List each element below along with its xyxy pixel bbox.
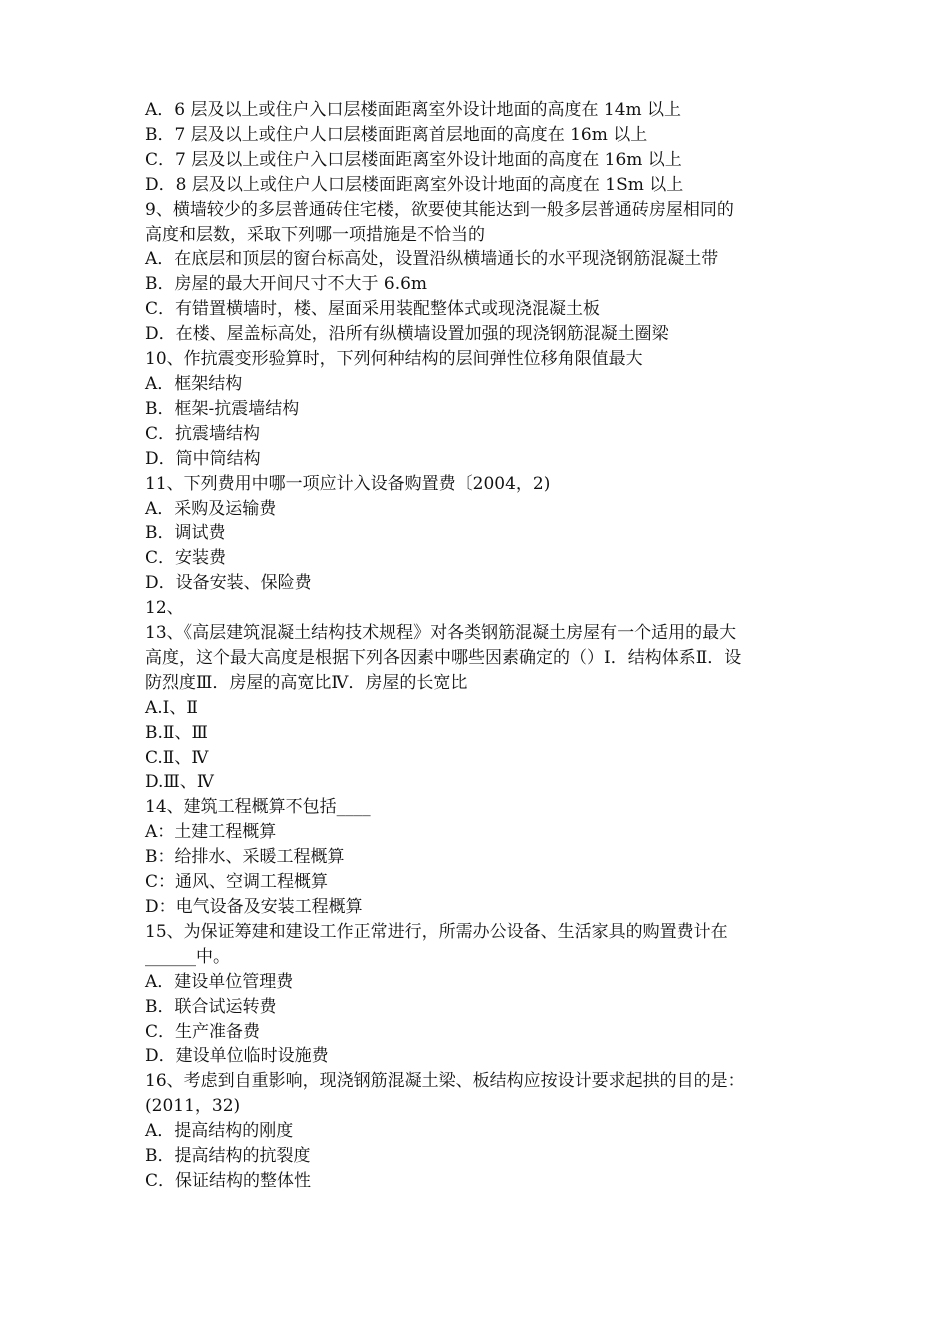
- q15-option-a: A．建设单位管理费: [145, 971, 294, 992]
- q9-option-c: C．有错置横墙时，楼、屋面采用装配整体式或现浇混凝土板: [145, 299, 601, 320]
- document-text-body: [145, 98, 825, 1194]
- q10-option-b: B．框架-抗震墙结构: [145, 398, 300, 419]
- q16-stem-line-2: (2011，32): [145, 1096, 241, 1117]
- q13-stem-line-3: 防烈度Ⅲ．房屋的高宽比Ⅳ．房屋的长宽比: [145, 672, 468, 693]
- q16-stem-line-1: 16、考虑到自重影响，现浇钢筋混凝土梁、板结构应按设计要求起拱的目的是：: [145, 1071, 745, 1092]
- q8-option-b: B．7 层及以上或住户人口层楼面距离首层地面的高度在 16m 以上: [145, 124, 648, 145]
- q13-stem-line-2: 高度，这个最大高度是根据下列各因素中哪些因素确定的（）Ⅰ．结构体系Ⅱ．设: [145, 647, 742, 668]
- q13-option-b: B.Ⅱ、Ⅲ: [145, 722, 208, 743]
- q8-option-c: C．7 层及以上或住户入口层楼面距离室外设计地面的高度在 16m 以上: [145, 149, 682, 170]
- q10-option-d: D．筒中筒结构: [145, 448, 261, 469]
- q9-option-a: A．在底层和顶层的窗台标高处，设置沿纵横墙通长的水平现浇钢筋混凝土带: [145, 249, 719, 270]
- q16-option-b: B．提高结构的抗裂度: [145, 1146, 311, 1167]
- q9-stem-line-1: 9、横墙较少的多层普通砖住宅楼，欲要使其能达到一般多层普通砖房屋相同的: [145, 199, 734, 220]
- q14-option-b: B：给排水、采暖工程概算: [145, 847, 345, 868]
- q15-option-c: C．生产准备费: [145, 1021, 261, 1042]
- q9-option-b: B．房屋的最大开间尺寸不大于 6.6m: [145, 274, 428, 295]
- q11-option-c: C．安装费: [145, 548, 227, 569]
- q15-option-b: B．联合试运转费: [145, 996, 277, 1017]
- q11-option-a: A．采购及运输费: [145, 498, 277, 519]
- q15-stem-line-1: 15、为保证筹建和建设工作正常进行，所需办公设备、生活家具的购置费计在: [145, 921, 728, 942]
- q15-option-d: D．建设单位临时设施费: [145, 1046, 329, 1067]
- q9-stem-line-2: 高度和层数，采取下列哪一项措施是不恰当的: [145, 224, 485, 245]
- q16-option-a: A．提高结构的刚度: [145, 1121, 294, 1142]
- q13-option-c: C.Ⅱ、Ⅳ: [145, 747, 209, 768]
- q16-option-c: C．保证结构的整体性: [145, 1170, 312, 1191]
- q14-stem: 14、建筑工程概算不包括____: [145, 797, 371, 818]
- q8-option-a: A．6 层及以上或住户入口层楼面距离室外设计地面的高度在 14m 以上: [145, 100, 682, 120]
- q11-option-b: B．调试费: [145, 523, 226, 544]
- q14-option-c: C：通风、空调工程概算: [145, 872, 329, 893]
- q12-stem: 12、: [145, 598, 184, 619]
- q10-option-c: C．抗震墙结构: [145, 423, 261, 444]
- q11-stem: 11、下列费用中哪一项应计入设备购置费〔2004，2): [145, 473, 551, 494]
- q14-option-d: D：电气设备及安装工程概算: [145, 897, 363, 917]
- q8-option-d: D．8 层及以上或住户人口层楼面距离室外设计地面的高度在 1Sm 以上: [145, 174, 684, 195]
- q9-option-d: D．在楼、屋盖标高处，沿所有纵横墙设置加强的现浇钢筋混凝土圈梁: [145, 324, 669, 345]
- q14-option-a: A：土建工程概算: [145, 822, 277, 843]
- q13-option-d: D.Ⅲ、Ⅳ: [145, 772, 214, 793]
- q10-stem: 10、作抗震变形验算时，下列何种结构的层间弹性位移角限值最大: [145, 349, 643, 370]
- q15-stem-line-2: ______中。: [145, 946, 230, 967]
- q13-stem-line-1: 13、《高层建筑混凝土结构技术规程》对各类钢筋混凝土房屋有一个适用的最大: [145, 623, 737, 644]
- q13-option-a: A.Ⅰ、Ⅱ: [145, 697, 198, 718]
- q11-option-d: D．设备安装、保险费: [145, 573, 312, 594]
- q10-option-a: A．框架结构: [145, 373, 243, 394]
